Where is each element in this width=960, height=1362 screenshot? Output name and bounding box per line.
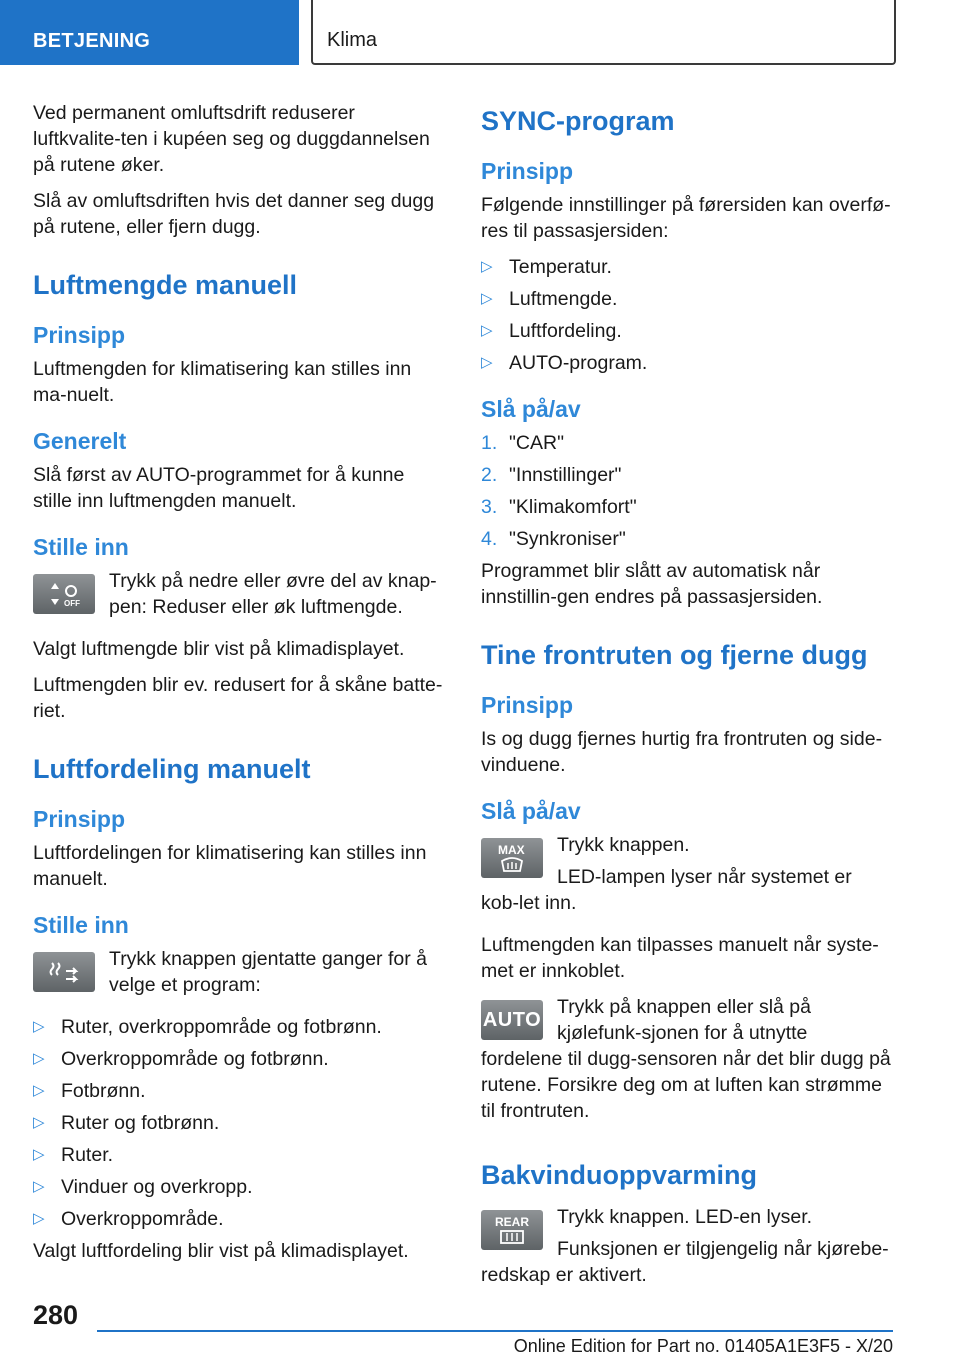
bullet-icon: ▷	[481, 258, 493, 275]
paragraph: Luftmengden for klimatisering kan stilles inn ma-nuelt.	[33, 358, 412, 406]
sync-list	[481, 254, 893, 376]
list-item: ▷ Ruter og fotbrønn.	[33, 1112, 220, 1134]
paragraph: Programmet blir slått av automatisk når innstillin-gen endres på passasjersiden.	[481, 560, 823, 608]
subsection-title: Prinsipp	[481, 158, 574, 184]
bullet-icon: ▷	[481, 290, 493, 307]
subsection-title: Generelt	[33, 428, 127, 454]
chapter-label: Klima	[327, 29, 378, 51]
svg-text:MAX: MAX	[498, 843, 525, 857]
subsection-title: Prinsipp	[481, 692, 574, 718]
list-item: 4. "Synkroniser"	[481, 528, 626, 550]
instruction-with-icon	[33, 568, 443, 626]
paragraph: Luftmengden blir ev. redusert for å skåne batte-riet.	[33, 674, 443, 722]
list-item: ▷ Overkroppområde.	[33, 1208, 224, 1230]
paragraph: Luftmengden kan tilpasses manuelt når syste-met er innkoblet.	[481, 934, 879, 982]
svg-text:OFF: OFF	[64, 599, 80, 608]
subsection-title: Slå på/av	[481, 798, 581, 824]
intro-paragraph: Ved permanent omluftsdrift reduserer luftkvalite-ten i kupéen seg og duggdannelsen på rutene øker.	[33, 102, 430, 176]
instruction-text: Trykk knappen. LED-en lyser.	[557, 1206, 813, 1228]
list-item: ▷ Overkroppområde og fotbrønn.	[33, 1048, 329, 1070]
instruction-text: Trykk på knappen eller slå på kjølefunk-sjonen for å utnytte fordelene til dugg-sensoren når det blir dugg på rutene. Forsikre deg om at luften kan strømme til frontruten.	[481, 996, 891, 1122]
section-title: Luftmengde manuell	[33, 270, 298, 300]
page-number: 280	[33, 1300, 79, 1330]
instruction-with-icon	[481, 1204, 893, 1294]
paragraph: Luftfordelingen for klimatisering kan stilles inn manuelt.	[33, 842, 427, 890]
max-defrost-button-icon	[481, 838, 543, 878]
list-item: ▷ Ruter, overkroppområde og fotbrønn.	[33, 1016, 382, 1038]
bullet-icon: ▷	[481, 322, 493, 339]
list-item: 3. "Klimakomfort"	[481, 496, 637, 518]
subsection-title: Stille inn	[33, 912, 129, 938]
list-item: 1. "CAR"	[481, 432, 565, 454]
section-tab	[0, 0, 299, 65]
bullet-icon: ▷	[33, 1210, 45, 1227]
bullet-icon: ▷	[33, 1082, 45, 1099]
instruction-with-icon	[33, 946, 443, 1004]
edition-text: Online Edition for Part no. 01405A1E3F5 - X/20	[513, 1336, 893, 1356]
section-label: BETJENING	[33, 30, 151, 52]
air-distribution-icon	[44, 957, 84, 987]
list-item: ▷ Vinduer og overkropp.	[33, 1176, 253, 1198]
bullet-icon: ▷	[33, 1050, 45, 1067]
section-title: Luftfordeling manuelt	[33, 754, 311, 784]
section-title: SYNC-program	[481, 106, 675, 136]
subsection-title: Slå på/av	[481, 396, 581, 422]
left-column	[33, 100, 443, 1274]
subsection-title: Prinsipp	[33, 806, 126, 832]
bullet-icon: ▷	[481, 354, 493, 371]
paragraph: Følgende innstillinger på førersiden kan overfø-res til passasjersiden:	[481, 194, 891, 242]
steps-list	[481, 430, 893, 552]
chapter-header	[311, 0, 896, 65]
bullet-icon: ▷	[33, 1018, 45, 1035]
instruction-text: Trykk knappen.	[557, 834, 690, 856]
paragraph: Is og dugg fjernes hurtig fra frontruten og side-vinduene.	[481, 728, 883, 776]
instruction-text: Trykk på nedre eller øvre del av knap-pen: Reduser eller øk luftmengde.	[109, 570, 437, 618]
list-item: ▷ Luftmengde.	[481, 288, 618, 310]
list-item: ▷ AUTO-program.	[481, 352, 648, 374]
subsection-title: Stille inn	[33, 534, 129, 560]
paragraph: Slå først av AUTO-programmet for å kunne stille inn luftmengden manuelt.	[33, 464, 405, 512]
section-title: Tine frontruten og fjerne dugg	[481, 640, 868, 670]
list-item: ▷ Fotbrønn.	[33, 1080, 146, 1102]
svg-text:REAR: REAR	[495, 1215, 530, 1229]
list-item: 2. "Innstillinger"	[481, 464, 622, 486]
bullet-icon: ▷	[33, 1114, 45, 1131]
fan-button-icon	[33, 574, 95, 614]
right-column	[481, 100, 893, 1304]
footer-divider	[97, 1330, 893, 1332]
instruction-text: LED-lampen lyser når systemet er kob-let inn.	[481, 866, 852, 914]
rear-defrost-button-icon	[481, 1210, 543, 1250]
program-list	[33, 1014, 443, 1232]
subsection-title: Prinsipp	[33, 322, 126, 348]
list-item: ▷ Luftfordeling.	[481, 320, 622, 342]
max-defrost-icon	[492, 841, 532, 875]
list-item: ▷ Ruter.	[33, 1144, 114, 1166]
instruction-with-icon	[481, 994, 893, 1130]
section-title: Bakvinduoppvarming	[481, 1160, 758, 1190]
intro-paragraph: Slå av omluftsdriften hvis det danner seg dugg på rutene, eller fjern dugg.	[33, 190, 435, 238]
air-distribution-button-icon	[33, 952, 95, 992]
paragraph: Valgt luftfordeling blir vist på klimadisplayet.	[33, 1240, 409, 1262]
instruction-text: Trykk knappen gjentatte ganger for å velge et program:	[109, 948, 427, 996]
rear-defrost-icon	[491, 1213, 533, 1247]
instruction-text: Funksjonen er tilgjengelig når kjørebe-redskap er aktivert.	[481, 1238, 889, 1286]
fan-icon	[47, 579, 81, 609]
bullet-icon: ▷	[33, 1146, 45, 1163]
paragraph: Valgt luftmengde blir vist på klimadisplayet.	[33, 638, 405, 660]
bullet-icon: ▷	[33, 1178, 45, 1195]
auto-button-icon: AUTO	[481, 1000, 543, 1040]
instruction-with-icon	[481, 832, 893, 922]
list-item: ▷ Temperatur.	[481, 256, 612, 278]
